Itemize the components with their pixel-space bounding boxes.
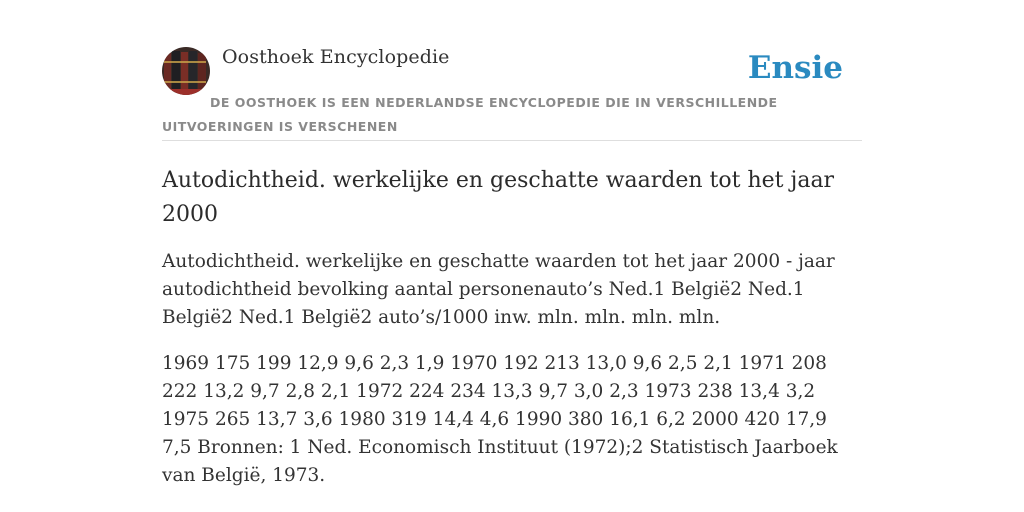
article-title: Autodichtheid. werkelijke en geschatte waarden tot het jaar 2000	[162, 168, 835, 227]
site-header	[162, 45, 862, 141]
book-spines-icon[interactable]	[162, 47, 210, 95]
article-paragraph: Autodichtheid. werkelijke en geschatte waarden tot het jaar 2000 - jaar autodichtheid bevolking aantal personenauto’s Ned.1 België2 Ned.1 België2 Ned.1 België2 auto’s/1000 inw. mln. mln. mln. mln.	[162, 251, 835, 328]
site-name[interactable]: Oosthoek Encyclopedie	[222, 46, 450, 68]
article-card	[162, 45, 862, 490]
article-paragraph: 1969 175 199 12,9 9,6 2,3 1,9 1970 192 213 13,0 9,6 2,5 2,1 1971 208 222 13,2 9,7 2,8 2,1 1972 224 234 13,3 9,7 3,0 2,3 1973 238 13,4 3,2 1975 265 13,7 3,6 1980 319 14,4 4,6 1990 380 16,1 6,2 2000 420 17,9 7,5 Bronnen: 1 Ned. Economisch Instituut (1972);2 Statistisch Jaarboek van België, 1973.	[162, 353, 838, 486]
brand-logo[interactable]: Ensie	[747, 50, 843, 86]
site-tagline: DE OOSTHOEK IS EEN NEDERLANDSE ENCYCLOPEDIE DIE IN VERSCHILLENDE UITVOERINGEN IS VERSCHENEN	[162, 95, 778, 134]
